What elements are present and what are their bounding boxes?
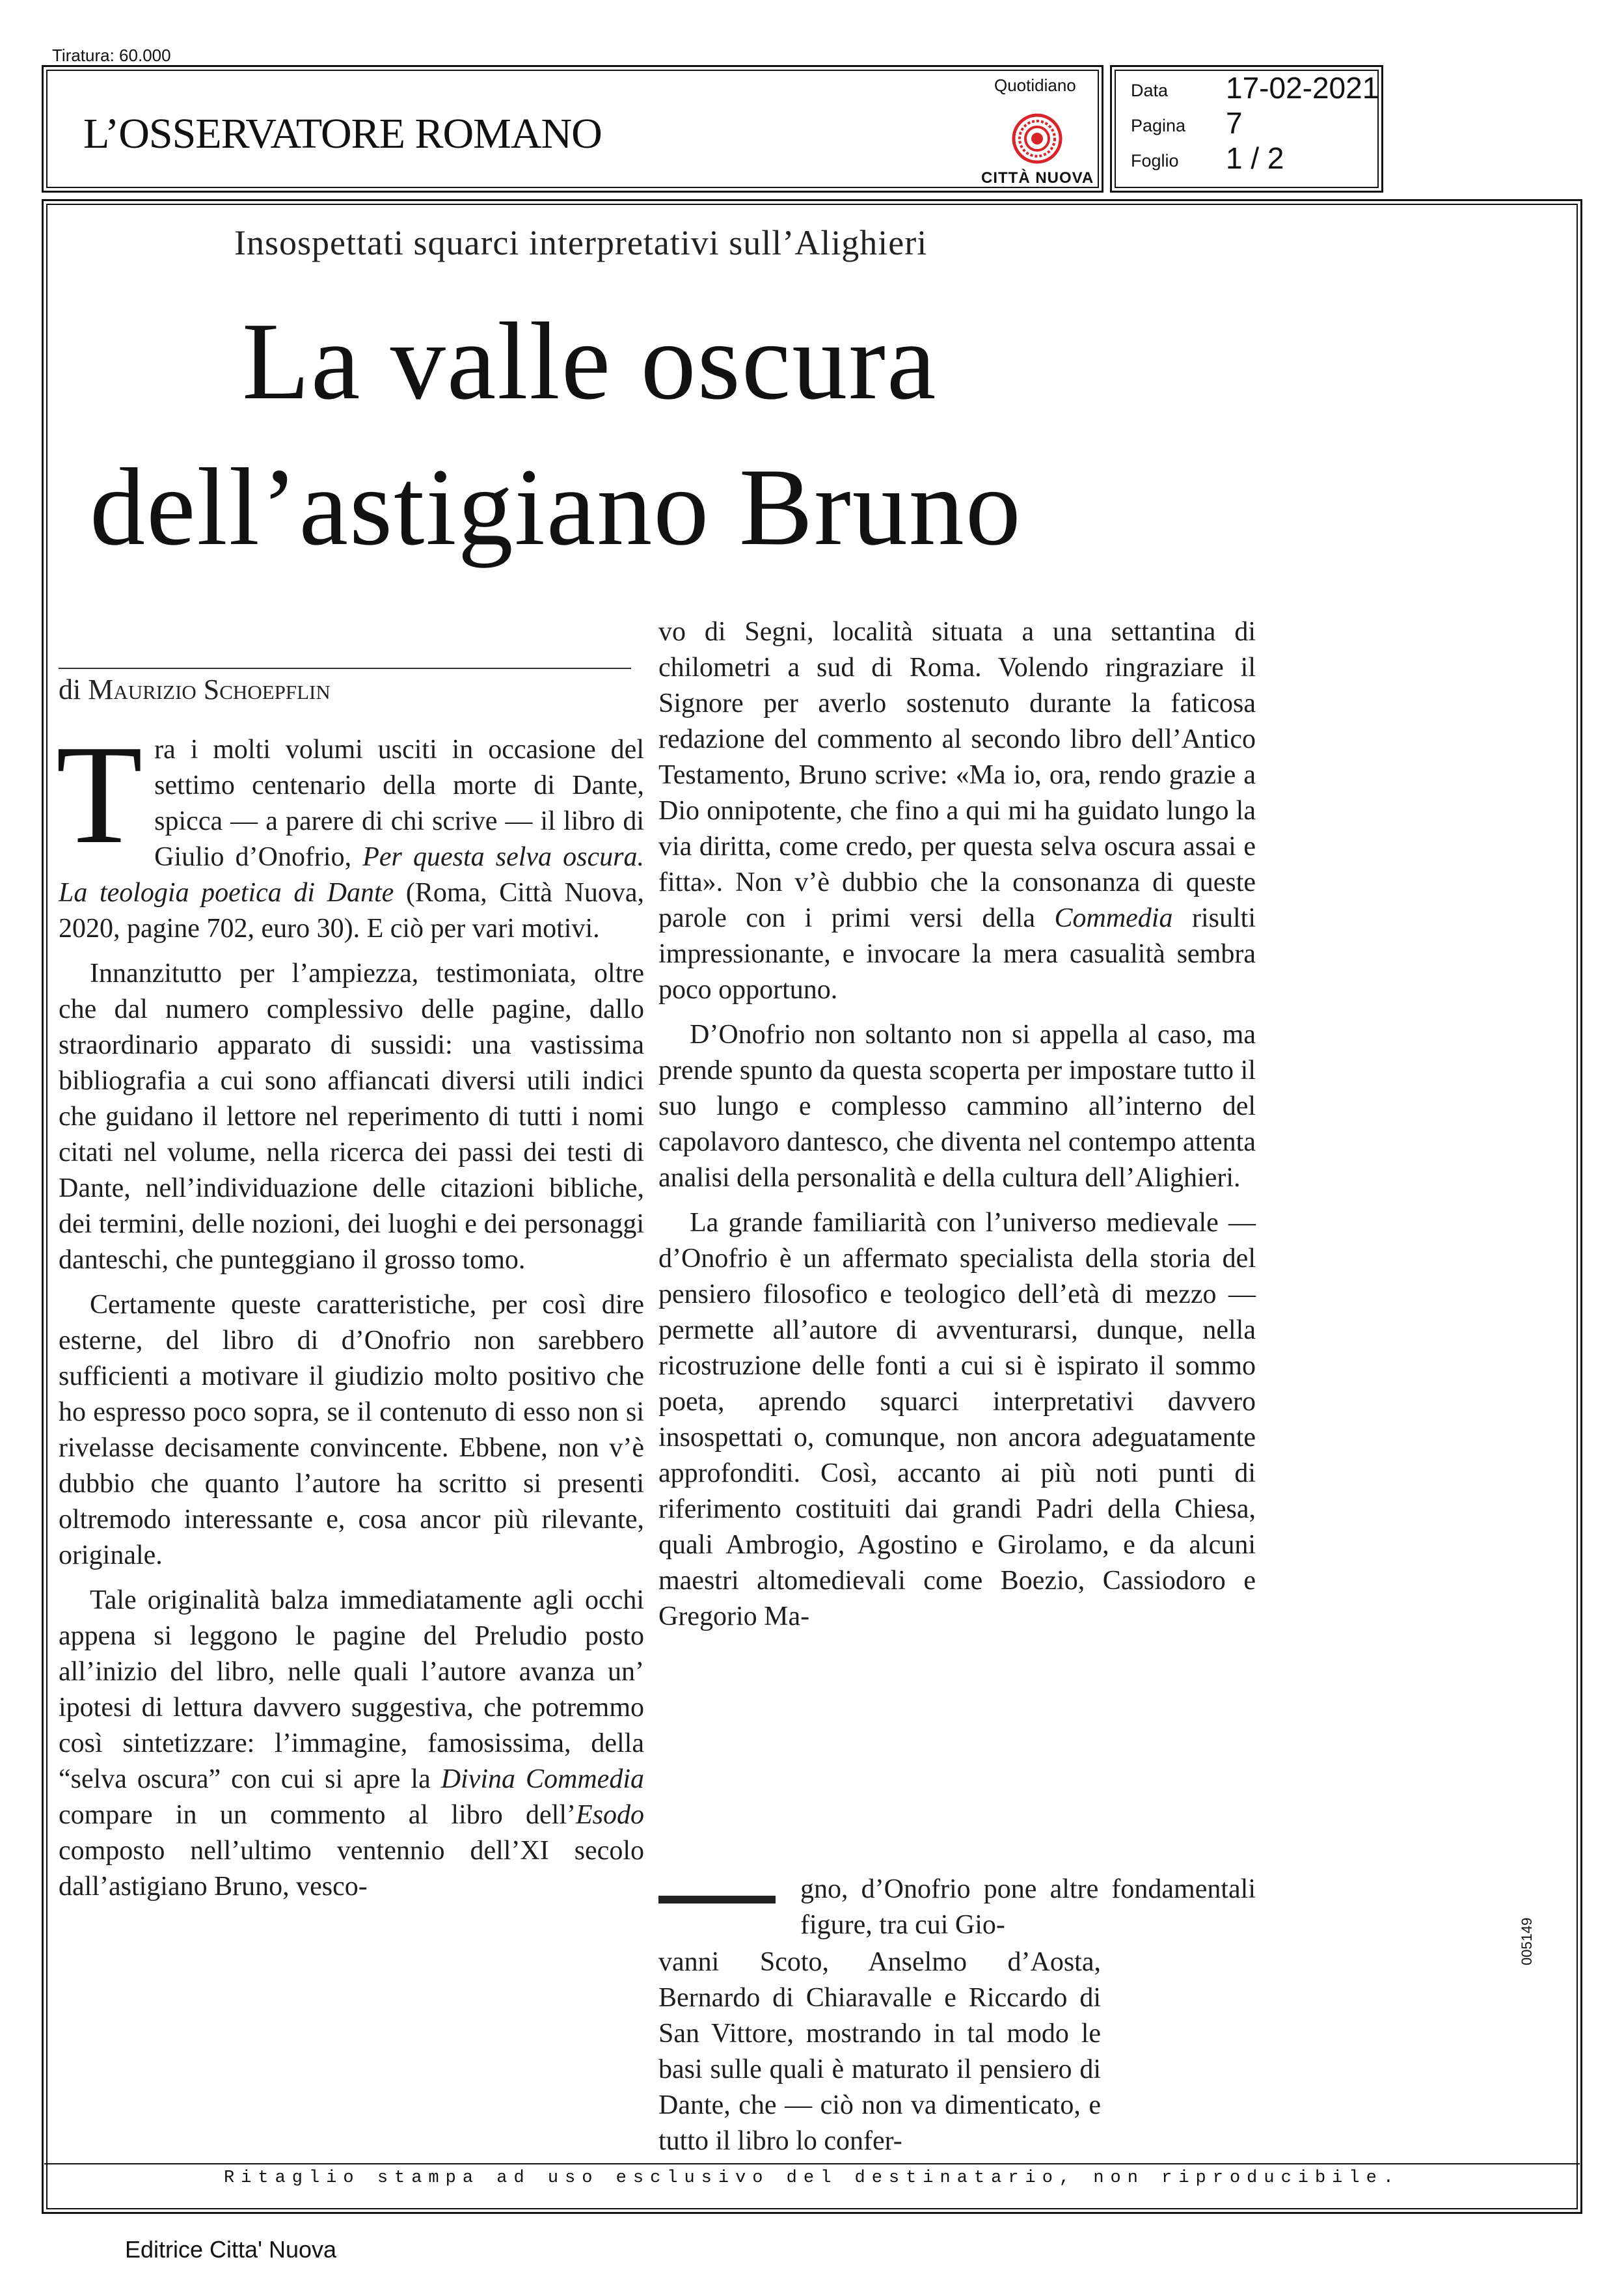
paragraph-7-continued: gno, d’Onofrio pone altre fondamentali figure, tra cui Gio- (800, 1874, 1256, 1940)
paragraph-4-text-a: Tale originalità balza immediatamente agli occhi appena si leggono le pagine del Preludio posto all’inizio del libro, nelle quali l’autore avanza un’ ipotesi di lettura davvero suggestiva, che potremmo così sintetizzare: l’immagine, famosissima, della “selva oscura” con cui si apre la (59, 1585, 644, 1794)
footer-divider (44, 2163, 1580, 2164)
paragraph-1 (56, 716, 644, 947)
date-value: 17-02-2021 (1226, 71, 1379, 105)
page-value: 7 (1226, 106, 1243, 140)
author-name: Maurizio Schoepflin (88, 674, 331, 705)
paragraph-5 (658, 614, 1256, 1008)
footer-note: Ritaglio stampa ad uso esclusivo del destinatario, non riproducibile. (224, 2168, 1400, 2188)
book-title: Per questa selva oscura. La teologia poetica di Dante (59, 842, 644, 908)
headline-line-1: La valle oscura (242, 300, 938, 422)
frequency-label: Quotidiano (994, 75, 1076, 95)
esodo-title: Esodo (576, 1800, 644, 1830)
article-kicker: Insospettati squarci interpretativi sull’Alighieri (234, 223, 928, 262)
drop-cap: T (56, 716, 143, 873)
article-column-1 (56, 716, 644, 1905)
byline (59, 673, 331, 706)
headline-line-2: dell’astigiano Bruno (90, 446, 1022, 568)
paragraph-5-text-b: risulti impressionante, e invocare la mera casualità sembra poco opportuno. (658, 903, 1256, 1005)
byline-rule (59, 668, 631, 669)
article-column-2-tail-narrow (658, 1945, 1101, 2159)
decorative-rule (658, 1896, 776, 1904)
paragraph-3: Certamente queste caratteristiche, per così dire esterne, del libro di d’Onofrio non sarebbero sufficienti a motivare il giudizio molto positivo che ho espresso poco sopra, se il contenuto di esso non si rivelasse decisamente convincente. Ebbene, non v’è dubbio che quanto l’autore ha scritto si presenti oltremodo interessante e, cosa ancor più rilevante, originale. (59, 1290, 644, 1570)
commedia-title: Commedia (1054, 903, 1173, 933)
paragraph-4-text-b: compare in un commento al libro dell’ (59, 1800, 576, 1830)
tiratura-label: Tiratura: 60.000 (52, 46, 171, 65)
article-column-2 (658, 614, 1256, 1635)
paragraph-2: Innanzitutto per l’ampiezza, testimoniata, oltre che dal numero complessivo delle pagine, dallo straordinario apparato di sussidi: una vastissima bibliografia a cui sono affiancati diversi utili indici che guidano il lettore nel reperimento di tutti i nomi citati nel volume, nella ricerca dei passi dei testi di Dante, nell’individuazione delle citazioni bibliche, dei termini, delle nozioni, dei luoghi e dei personaggi danteschi, che punteggiano il grosso tomo. (59, 959, 644, 1275)
publisher-label: CITTÀ NUOVA (981, 169, 1094, 187)
byline-prefix: di (59, 674, 81, 705)
paragraph-7: La grande familiarità con l’universo medievale — d’Onofrio è un affermato specialista della storia del pensiero filosofico e teologico dell’età di mezzo — permette all’autore di avventurarsi, dunque, nella ricostruzione delle fonti a cui si è ispirato il sommo poeta, aprendo squarci interpretativi davvero insospettati o, comunque, non ancora adeguatamente approfonditi. Così, accanto ai più noti punti di riferimento costituiti dai grandi Padri della Chiesa, quali Ambrogio, Agostino e Girolamo, e da alcuni maestri altomedievali come Boezio, Cassiodoro e Gregorio Ma- (658, 1208, 1256, 1631)
newspaper-title: L’OSSERVATORE ROMANO (83, 110, 602, 157)
sheet-value: 1 / 2 (1226, 141, 1284, 175)
paragraph-7-continued-narrow: vanni Scoto, Anselmo d’Aosta, Bernardo di Chiaravalle e Riccardo di San Vittore, mostrando in tal modo le basi sulle quali è maturato il pensiero di Dante, che — ciò non va dimenticato, e tutto il libro lo confer- (658, 1947, 1101, 2156)
bottom-label: Editrice Citta' Nuova (125, 2236, 337, 2263)
publisher-logo-icon (1012, 113, 1062, 164)
paragraph-1-end: (Roma, Città Nuova, 2020, pagine 702, euro 30). E ciò per vari motivi. (59, 878, 644, 944)
article-column-2-tail (800, 1872, 1256, 1943)
paragraph-6: D’Onofrio non soltanto non si appella al caso, ma prende spunto da questa scoperta per impostare tutto il suo lungo e complesso cammino all’interno del capolavoro dantesco, che diventa nel contempo attenta analisi della personalità e della cultura dell’Alighieri. (658, 1020, 1256, 1193)
sheet-label: Foglio (1131, 151, 1179, 171)
paragraph-4-text-c: composto nell’ultimo ventennio dell’XI secolo dall’astigiano Bruno, vesco- (59, 1836, 644, 1902)
date-label: Data (1131, 81, 1169, 100)
page-label: Pagina (1131, 116, 1186, 135)
divina-commedia-title: Divina Commedia (440, 1764, 644, 1794)
side-code: 005149 (1519, 1917, 1535, 1965)
paragraph-5-text-a: vo di Segni, località situata a una settantina di chilometri a sud di Roma. Volendo ringraziare il Signore per averlo sostenuto durante la faticosa redazione del commento al secondo libro dell’Antico Testamento, Bruno scrive: «Ma io, ora, rendo grazie a Dio onnipotente, che fino a qui mi ha guidato lungo la via diritta, come credo, per questa selva oscura assai e fitta». Non v’è dubbio che la consonanza di queste parole con i primi versi della (658, 617, 1256, 933)
paragraph-4 (59, 1583, 644, 1905)
paragraph-1-text: ra i molti volumi usciti in occasione del settimo centenario della morte di Dante, spicca — a parere di chi scrive — il libro di Giulio d’Onofrio, (154, 735, 644, 872)
